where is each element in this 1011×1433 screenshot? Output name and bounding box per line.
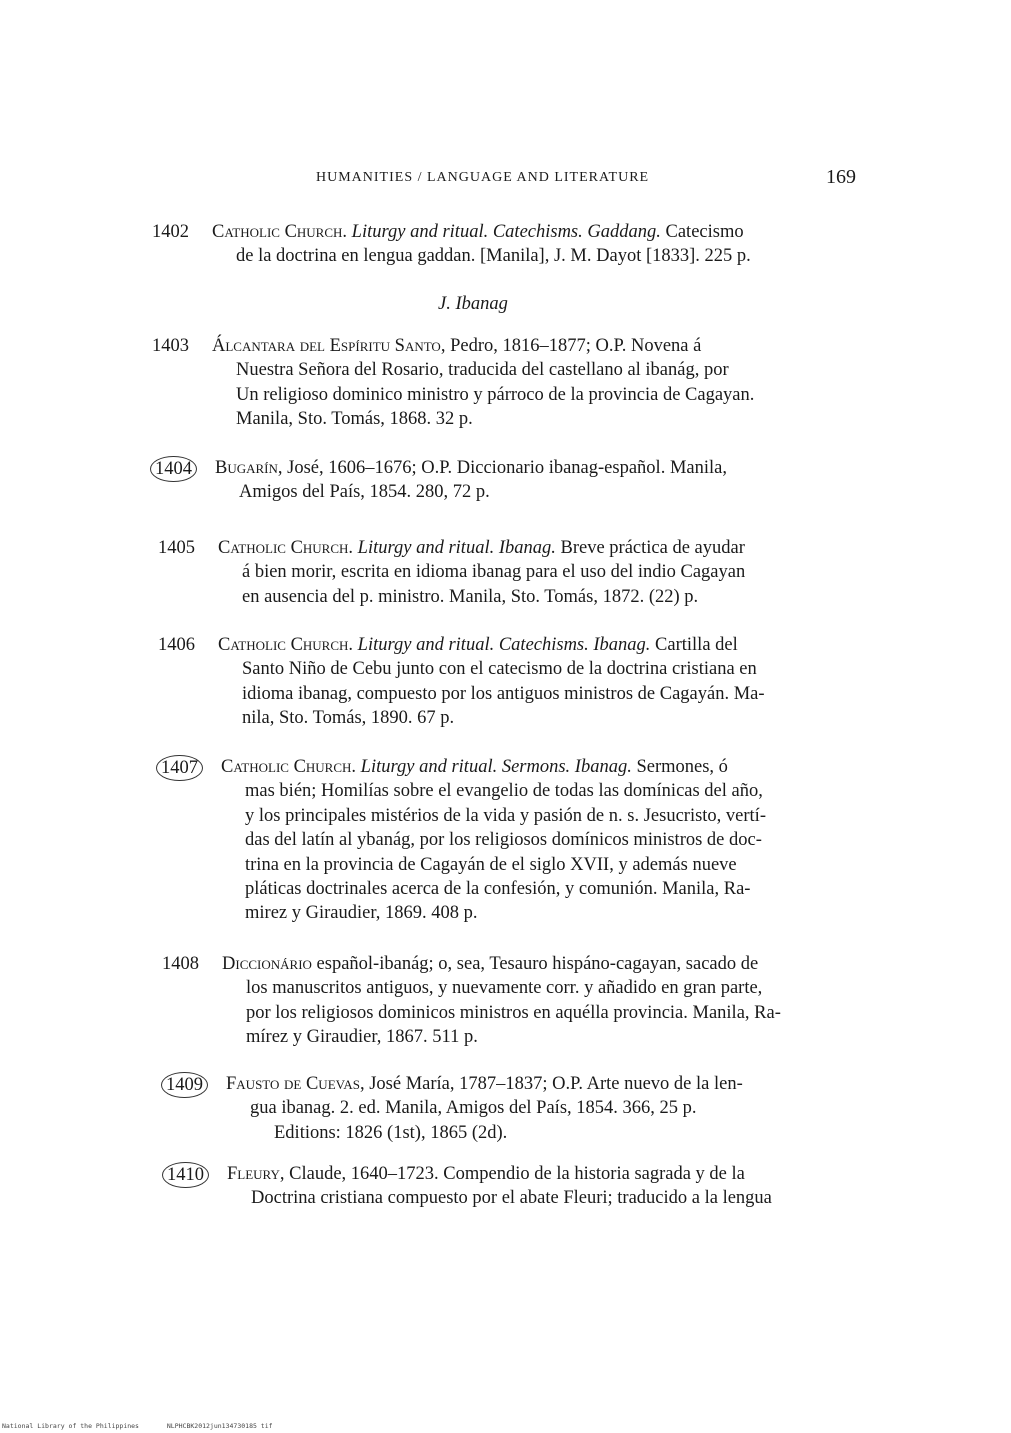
entry-author: Catholic Church. xyxy=(221,757,357,777)
entry-text: Catholic Church. Liturgy and ritual. Catechisms. Ibanag. Cartilla del Santo Niño de Cebu junto con el catecismo de la doctrina cristiana en idioma ibanag, compuesto por los antiguos ministros de Cagayán. Ma- nila, Sto. Tomás, 1890. 67 p. xyxy=(218,635,765,729)
entry-number: 1408 xyxy=(162,954,199,974)
entry-text: Bugarín, José, 1606–1676; O.P. Diccionario ibanag-español. Manila, Amigos del País, 1854. 280, 72 p. xyxy=(215,458,727,503)
entry-number: 1405 xyxy=(158,538,195,558)
entry-number: 1407 xyxy=(156,755,203,781)
entry-author: Diccionário xyxy=(222,954,312,974)
entry-number: 1404 xyxy=(150,456,197,482)
entry-author: Catholic Church. xyxy=(212,222,348,242)
entry-author: Fleury, xyxy=(227,1164,285,1184)
footer-library: National Library of the Philippines xyxy=(2,1422,139,1430)
running-head: HUMANITIES / LANGUAGE AND LITERATURE xyxy=(316,170,650,185)
entry-author: Catholic Church. xyxy=(218,635,354,655)
entry-text: Catholic Church. Liturgy and ritual. Sermons. Ibanag. Sermones, ó mas bién; Homilías sobre el evangelio de todas las domínicas del año, y los principales mistérios de la vida y pasión de n. s. Jesucristo, vertí- das del latín al ybanág, por los religiosos domínicos ministros de doc- trina en la provincia de Cagayán de el siglo XVII, y además nueve pláticas doctrinales acerca de la confesión, y comunión. Manila, Ra- mirez y Giraudier, 1869. 408 p. xyxy=(221,757,766,924)
entry-number: 1410 xyxy=(162,1162,209,1188)
entry-number: 1403 xyxy=(152,336,189,356)
entry-text: Catholic Church. Liturgy and ritual. Ibanag. Breve práctica de ayudar á bien morir, escrita en idioma ibanag para el uso del indio Cagayan en ausencia del p. ministro. Manila, Sto. Tomás, 1872. (22) p. xyxy=(218,538,746,607)
entry-heading: Liturgy and ritual. Ibanag. xyxy=(357,538,556,558)
entry-text: Diccionário español-ibanág; o, sea, Tesauro hispáno-cagayan, sacado de los manuscritos antiguos, y nuevamente corr. y añadido en gran parte, por los religiosos dominicos ministros en aquélla provincia. Manila, Ra- mírez y Giraudier, 1867. 511 p. xyxy=(222,954,781,1048)
entry-author: Fausto de Cuevas, xyxy=(226,1074,365,1094)
entry-note: Editions: 1826 (1st), 1865 (2d). xyxy=(274,1122,508,1143)
entry-text: Fleury, Claude, 1640–1723. Compendio de la historia sagrada y de la Doctrina cristiana compuesto por el abate Fleuri; traducido a la lengua xyxy=(227,1164,772,1209)
entry-author: Álcantara del Espíritu Santo, xyxy=(212,336,446,356)
entry-text: Catholic Church. Liturgy and ritual. Catechisms. Gaddang. Catecismo de la doctrina en lengua gaddan. [Manila], J. M. Dayot [1833]. 225 p. xyxy=(212,222,751,267)
entry-heading: Liturgy and ritual. Catechisms. Gaddang. xyxy=(351,222,661,242)
entry-number: 1409 xyxy=(161,1072,208,1098)
entry-heading: Liturgy and ritual. Catechisms. Ibanag. xyxy=(357,635,651,655)
entry-heading: Liturgy and ritual. Sermons. Ibanag. xyxy=(360,757,632,777)
entry-author: Catholic Church. xyxy=(218,538,354,558)
footer-filename: NLPHCBK2012jun134730185 tif xyxy=(166,1422,273,1430)
entry-author: Bugarín, xyxy=(215,458,283,478)
entry-number: 1406 xyxy=(158,635,195,655)
entry-number: 1402 xyxy=(152,222,189,242)
entry-text: Fausto de Cuevas, José María, 1787–1837; O.P. Arte nuevo de la len- gua ibanag. 2. ed. Manila, Amigos del País, 1854. 366, 25 p. Editions: 1826 (1st), 1865 (2d). xyxy=(226,1072,886,1145)
entry-text: Álcantara del Espíritu Santo, Pedro, 1816–1877; O.P. Novena á Nuestra Señora del Rosario, traducida del castellano al ibanág, por Un religioso dominico ministro y párroco de la provincia de Cagayan. Manila, Sto. Tomás, 1868. 32 p. xyxy=(212,336,755,430)
page-number: 169 xyxy=(826,166,856,188)
scan-footer xyxy=(2,1422,297,1430)
section-heading: J. Ibanag xyxy=(438,294,508,314)
